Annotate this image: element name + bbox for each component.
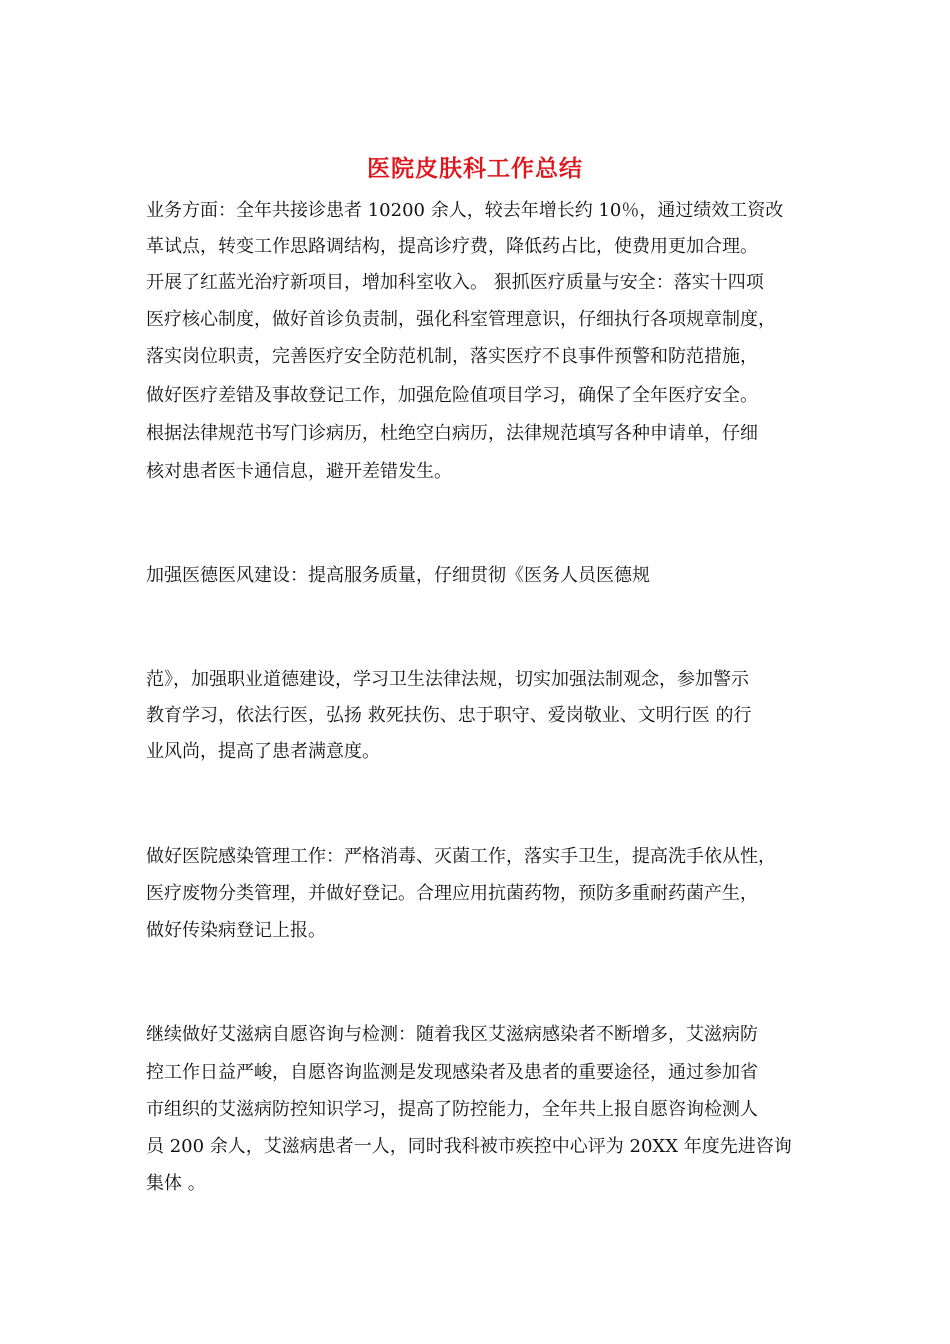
text-line: 落实岗位职责，完善医疗安全防范机制，落实医疗不良事件预警和防范措施， xyxy=(146,346,758,367)
text-line: 做好医院感染管理工作：严格消毒、灭菌工作，落实手卫生，提高洗手依从性， xyxy=(146,846,776,867)
text-line: 做好医疗差错及事故登记工作，加强危险值项目学习，确保了全年医疗安全。 xyxy=(146,385,758,406)
text-line: 加强医德医风建设：提高服务质量，仔细贯彻《医务人员医德规 xyxy=(146,565,650,586)
text-line: 开展了红蓝光治疗新项目，增加科室收入。 狠抓医疗质量与安全：落实十四项 xyxy=(146,272,764,293)
text-line: 医疗废物分类管理，并做好登记。合理应用抗菌药物，预防多重耐药菌产生， xyxy=(146,883,758,904)
text-line: 范》，加强职业道德建设，学习卫生法律法规，切实加强法制观念，参加警示 xyxy=(146,669,749,690)
text-line: 革试点，转变工作思路调结构，提高诊疗费，降低药占比，使费用更加合理。 xyxy=(146,236,758,257)
text-line: 教育学习，依法行医，弘扬 救死扶伤、忠于职守、爱岗敬业、文明行医 的行 xyxy=(146,705,752,726)
text-line: 集体 。 xyxy=(146,1173,206,1194)
page-title: 医院皮肤科工作总结 xyxy=(367,155,583,182)
text-line: 医疗核心制度，做好首诊负责制，强化科室管理意识，仔细执行各项规章制度， xyxy=(146,309,776,330)
text-line: 业风尚，提高了患者满意度。 xyxy=(146,741,380,762)
text-line: 核对患者医卡通信息，避开差错发生。 xyxy=(146,461,452,482)
text-line: 控工作日益严峻，自愿咨询监测是发现感染者及患者的重要途径，通过参加省 xyxy=(146,1062,758,1083)
text-line: 市组织的艾滋病防控知识学习，提高了防控能力，全年共上报自愿咨询检测人 xyxy=(146,1099,758,1120)
text-line: 继续做好艾滋病自愿咨询与检测：随着我区艾滋病感染者不断增多，艾滋病防 xyxy=(146,1024,758,1045)
text-line: 业务方面：全年共接诊患者 10200 余人，较去年增长约 10％，通过绩效工资改 xyxy=(146,200,784,221)
text-line: 做好传染病登记上报。 xyxy=(146,920,326,941)
text-line: 员 200 余人，艾滋病患者一人，同时我科被市疾控中心评为 20XX 年度先进咨询 xyxy=(146,1136,792,1157)
text-line: 根据法律规范书写门诊病历，杜绝空白病历，法律规范填写各种申请单，仔细 xyxy=(146,423,758,444)
